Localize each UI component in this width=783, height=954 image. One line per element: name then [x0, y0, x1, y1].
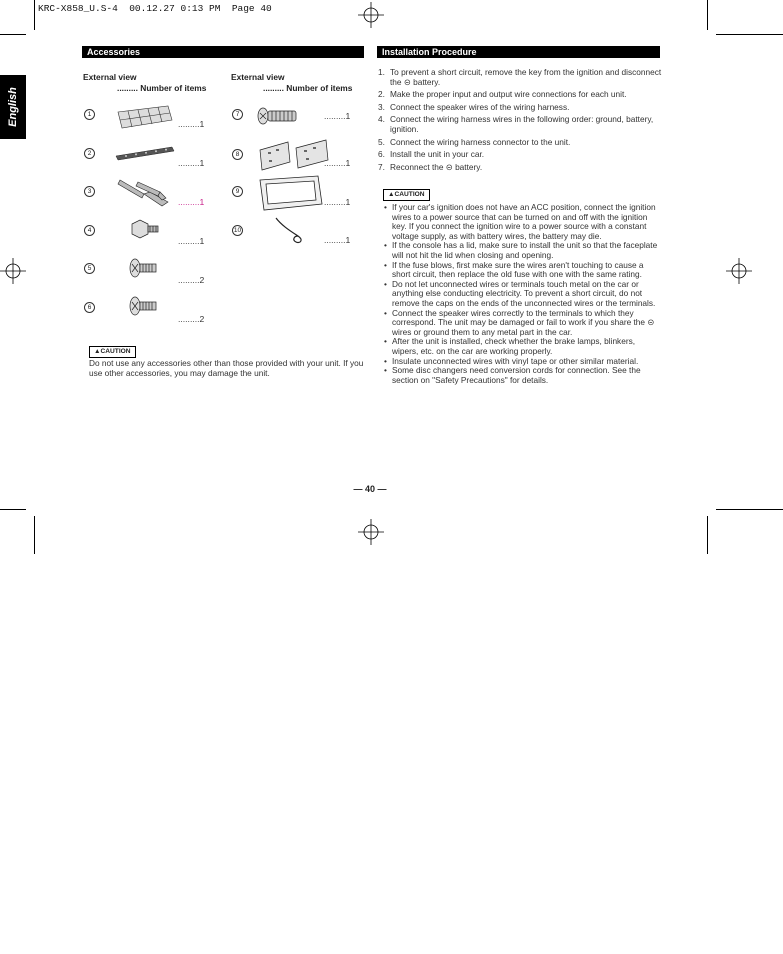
step-text: Connect the wiring harness connector to the unit. — [390, 136, 571, 147]
registration-mark-icon — [358, 519, 384, 545]
step-text: Install the unit in your car. — [390, 149, 485, 160]
step-item — [378, 115, 662, 134]
caution-bullet: • Insulate unconnected wires with vinyl tape or other similar material. — [384, 357, 660, 367]
step-number: 4. — [378, 114, 385, 125]
item-number: 9 — [232, 186, 243, 197]
step-number: 3. — [378, 101, 385, 112]
caution-badge: ▲CAUTION — [89, 346, 136, 358]
item-number: 1 — [84, 109, 95, 120]
item-qty: .........1 — [178, 236, 205, 246]
step-text: Reconnect the ⊝ battery. — [390, 161, 483, 172]
caution-bullet: • Do not let unconnected wires or terminals touch metal on the car or anything else conducting electricity. To prevent a short circuit, do not remove the caps on the ends of the unconnected wires or the terminals. — [384, 280, 660, 309]
accessories-title: Accessories — [82, 46, 364, 58]
installation-title: Installation Procedure — [377, 46, 660, 58]
installation-steps — [378, 68, 662, 175]
step-text: Connect the wiring harness wires in the following order: ground, battery, ignition. — [390, 114, 654, 134]
col-header-right — [231, 72, 352, 94]
item-qty: .........1 — [178, 197, 205, 207]
crop-mark — [34, 0, 35, 30]
sticker-sheet-icon — [114, 102, 174, 132]
caution-bullet: • If the fuse blows, first make sure the wires aren't touching to cause a short circuit, then replace the old fuse with one with the same rating. — [384, 261, 660, 280]
crop-mark — [34, 516, 35, 554]
installation-caution-list — [384, 203, 660, 385]
round-screw-icon — [256, 106, 298, 126]
caution-badge: ▲CAUTION — [383, 189, 430, 201]
page-number: — 40 — — [353, 484, 387, 494]
registration-mark-icon — [726, 258, 752, 284]
clip-strip-icon — [114, 145, 176, 161]
printer-header: KRC-X858_U.S-4 00.12.27 0:13 PM Page 40 — [38, 3, 272, 14]
flat-screw-icon — [128, 295, 160, 317]
accessories-caution-text: Do not use any accessories other than those provided with your unit. If you use other accessories, you may damage the unit. — [89, 358, 364, 378]
col-header-external-view: External view — [83, 72, 137, 82]
step-item — [378, 138, 662, 148]
step-text: Make the proper input and output wire connections for each unit. — [390, 89, 627, 100]
crop-mark — [0, 34, 26, 35]
step-number: 1. — [378, 67, 385, 77]
registration-mark-icon — [358, 2, 384, 28]
item-number: 7 — [232, 109, 243, 120]
item-qty: .........1 — [178, 119, 205, 129]
caution-bullet: • Some disc changers need conversion cords for connection. See the section on "Safety Precautions" for details. — [384, 366, 660, 385]
col-header-number-items: ......... Number of items — [117, 83, 207, 93]
step-number: 7. — [378, 161, 385, 172]
crop-mark — [0, 509, 26, 510]
item-qty: .........2 — [178, 275, 205, 285]
crop-mark — [716, 509, 783, 510]
step-number: 5. — [378, 136, 385, 147]
hex-bolt-icon — [128, 218, 160, 242]
step-item — [378, 68, 662, 87]
crop-mark — [716, 34, 783, 35]
removal-tool-icon — [116, 176, 172, 210]
language-tab-label: English — [7, 87, 19, 127]
col-header-number-items: ......... Number of items — [263, 83, 353, 93]
item-qty: .........1 — [324, 197, 351, 207]
language-tab — [0, 75, 26, 139]
step-item — [378, 90, 662, 100]
caution-bullet: • If your car's ignition does not have an ACC position, connect the ignition wires to a power source that can be turned on and off with the ignition key. If you connect the ignition wire to a power source with a constant voltage supply, as with battery wires, the battery may die. — [384, 203, 660, 241]
flat-screw-icon — [128, 257, 160, 279]
step-item — [378, 163, 662, 173]
hook-wire-icon — [272, 214, 308, 246]
item-qty: .........2 — [178, 314, 205, 324]
caution-bullet: • If the console has a lid, make sure to install the unit so that the faceplate will not hit the lid when closing and opening. — [384, 241, 660, 260]
item-qty: .........1 — [324, 158, 351, 168]
item-qty: .........1 — [178, 158, 205, 168]
mounting-bracket-icon — [258, 138, 332, 174]
col-header-external-view: External view — [231, 72, 285, 82]
item-number: 6 — [84, 302, 95, 313]
caution-bullet: • Connect the speaker wires correctly to the terminals to which they correspond. The unit may be damaged or fail to work if you share the ⊝ wires or ground them to any metal part in the car. — [384, 309, 660, 338]
step-number: 6. — [378, 149, 385, 160]
caution-bullet: • After the unit is installed, check whether the brake lamps, blinkers, wipers, etc. on the car are working properly. — [384, 337, 660, 356]
item-qty: .........1 — [324, 235, 351, 245]
step-item — [378, 103, 662, 113]
step-text: Connect the speaker wires of the wiring harness. — [390, 101, 570, 112]
crop-mark — [707, 516, 708, 554]
step-number: 2. — [378, 89, 385, 100]
trim-plate-icon — [258, 174, 324, 212]
item-qty: .........1 — [324, 111, 351, 121]
step-text: To prevent a short circuit, remove the key from the ignition and disconnect the ⊝ battery. — [390, 67, 662, 87]
item-number: 4 — [84, 225, 95, 236]
item-number: 8 — [232, 149, 243, 160]
crop-mark — [707, 0, 708, 30]
registration-mark-icon — [0, 258, 26, 284]
item-number: 2 — [84, 148, 95, 159]
col-header-left — [83, 72, 206, 94]
item-number: 5 — [84, 263, 95, 274]
step-item — [378, 150, 662, 160]
item-number: 3 — [84, 186, 95, 197]
item-number: 10 — [233, 227, 242, 234]
